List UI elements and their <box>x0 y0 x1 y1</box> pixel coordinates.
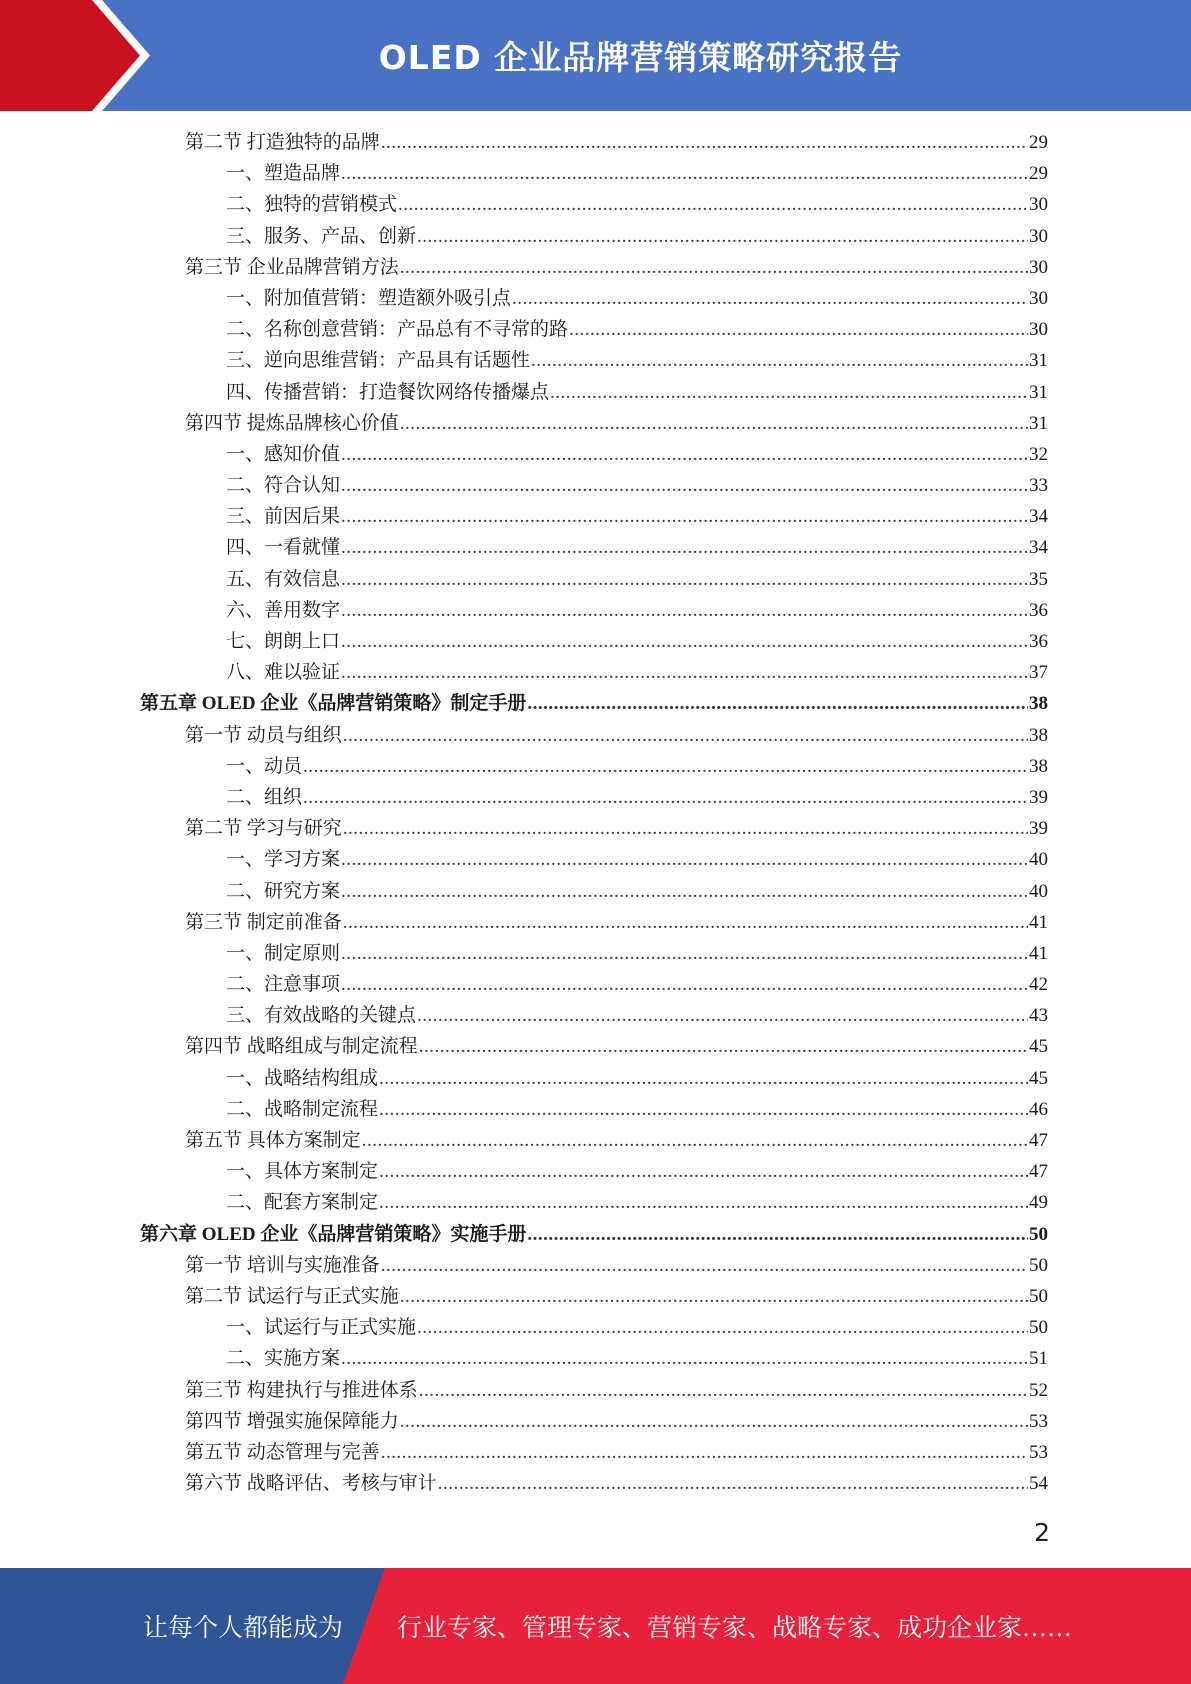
toc-section-entry[interactable] <box>140 127 1048 158</box>
toc-subsection-entry[interactable] <box>140 189 1048 220</box>
toc-subsection-entry[interactable] <box>140 532 1048 563</box>
toc-entry-title: 第一节 动员与组织 <box>185 724 342 746</box>
toc-entry-title: 第三节 企业品牌营销方法 <box>185 256 399 278</box>
toc-dot-leader <box>398 189 1028 220</box>
toc-section-entry[interactable] <box>140 252 1048 283</box>
toc-entry-page: 33 <box>1029 475 1048 497</box>
toc-entry-page: 29 <box>1029 163 1048 185</box>
toc-dot-leader <box>438 1468 1028 1499</box>
toc-entry-title: 二、组织 <box>226 786 303 808</box>
toc-section-entry[interactable] <box>140 1250 1048 1281</box>
toc-entry-title: 第五章 OLED 企业《品牌营销策略》制定手册 <box>140 693 527 715</box>
toc-subsection-entry[interactable] <box>140 1312 1048 1343</box>
toc-subsection-entry[interactable] <box>140 221 1048 252</box>
toc-entry-title: 第二节 学习与研究 <box>185 818 342 840</box>
toc-entry-page: 50 <box>1029 1317 1048 1339</box>
toc-entry-title: 三、服务、产品、创新 <box>226 225 417 247</box>
toc-entry-page: 30 <box>1029 194 1048 216</box>
toc-dot-leader <box>569 314 1028 345</box>
toc-entry-title: 第一节 培训与实施准备 <box>185 1254 380 1276</box>
toc-entry-title: 二、配套方案制定 <box>226 1192 379 1214</box>
toc-entry-title: 一、附加值营销：塑造额外吸引点 <box>226 287 512 309</box>
toc-section-entry[interactable] <box>140 1281 1048 1312</box>
toc-entry-title: 三、有效战略的关键点 <box>226 1005 417 1027</box>
toc-entry-title: 一、制定原则 <box>226 942 341 964</box>
toc-dot-leader <box>417 1000 1028 1031</box>
toc-dot-leader <box>341 626 1028 657</box>
toc-entry-page: 39 <box>1029 786 1048 808</box>
toc-entry-title: 一、感知价值 <box>226 443 341 465</box>
toc-subsection-entry[interactable] <box>140 782 1048 813</box>
toc-subsection-entry[interactable] <box>140 439 1048 470</box>
toc-dot-leader <box>341 158 1028 189</box>
toc-dot-leader <box>400 252 1028 283</box>
toc-entry-page: 36 <box>1029 631 1048 652</box>
toc-entry-page: 30 <box>1029 287 1048 309</box>
toc-chapter-entry[interactable] <box>140 688 1048 719</box>
toc-entry-page: 53 <box>1029 1441 1048 1463</box>
toc-dot-leader <box>381 1250 1028 1281</box>
toc-entry-title: 第三节 制定前准备 <box>185 911 342 933</box>
toc-dot-leader <box>341 501 1028 532</box>
toc-dot-leader <box>341 439 1028 470</box>
toc-dot-leader <box>343 813 1028 844</box>
toc-entry-page: 50 <box>1029 1223 1048 1245</box>
toc-dot-leader <box>400 1406 1028 1437</box>
toc-entry-page: 40 <box>1029 849 1048 871</box>
toc-dot-leader <box>341 564 1028 595</box>
toc-dot-leader <box>527 688 1028 719</box>
toc-entry-title: 四、传播营销：打造餐饮网络传播爆点 <box>226 381 550 403</box>
toc-entry-title: 第六节 战略评估、考核与审计 <box>185 1473 437 1495</box>
toc-subsection-entry[interactable] <box>140 1343 1048 1374</box>
toc-section-entry[interactable] <box>140 1031 1048 1062</box>
toc-dot-leader <box>341 844 1028 875</box>
toc-entry-page: 40 <box>1029 880 1048 902</box>
toc-dot-leader <box>379 1063 1028 1094</box>
toc-dot-leader <box>341 938 1028 969</box>
toc-entry-page: 53 <box>1029 1410 1048 1432</box>
toc-entry-title: 二、研究方案 <box>226 880 341 902</box>
toc-entry-title: 三、前因后果 <box>226 506 341 528</box>
footer-slogan-left: 让每个人都能成为 <box>143 1615 344 1642</box>
toc-dot-leader <box>341 1343 1028 1374</box>
toc-entry-page: 37 <box>1029 662 1048 684</box>
toc-entry-page: 30 <box>1029 319 1048 341</box>
toc-subsection-entry[interactable] <box>140 969 1048 1000</box>
toc-dot-leader <box>417 221 1028 252</box>
toc-entry-page: 38 <box>1029 724 1048 746</box>
toc-chapter-entry[interactable] <box>140 1219 1048 1250</box>
toc-subsection-entry[interactable] <box>140 501 1048 532</box>
toc-entry-page: 36 <box>1029 599 1048 621</box>
toc-entry-page: 47 <box>1029 1130 1048 1151</box>
toc-subsection-entry[interactable] <box>140 626 1048 657</box>
toc-entry-title: 第五节 动态管理与完善 <box>185 1441 380 1463</box>
toc-entry-page: 47 <box>1029 1161 1048 1183</box>
toc-entry-title: 二、名称创意营销：产品总有不寻常的路 <box>226 319 569 341</box>
toc-entry-title: 五、有效信息 <box>226 568 341 590</box>
toc-dot-leader <box>512 283 1028 314</box>
toc-entry-page: 46 <box>1029 1098 1048 1120</box>
toc-dot-leader <box>341 532 1028 563</box>
toc-section-entry[interactable] <box>140 408 1048 439</box>
toc-entry-page: 51 <box>1029 1348 1048 1370</box>
toc-entry-page: 35 <box>1029 568 1048 590</box>
toc-entry-page: 31 <box>1029 381 1048 403</box>
page-footer <box>0 1568 1191 1684</box>
toc-dot-leader <box>379 1156 1028 1187</box>
toc-entry-title: 一、学习方案 <box>226 849 341 871</box>
toc-entry-title: 二、战略制定流程 <box>226 1098 379 1120</box>
toc-dot-leader <box>417 1312 1028 1343</box>
toc-entry-page: 39 <box>1029 818 1048 840</box>
toc-subsection-entry[interactable] <box>140 1187 1048 1218</box>
toc-entry-title: 第五节 具体方案制定 <box>185 1130 361 1151</box>
toc-entry-page: 42 <box>1029 974 1048 996</box>
toc-dot-leader <box>362 1125 1028 1156</box>
toc-entry-title: 二、注意事项 <box>226 974 341 996</box>
toc-entry-title: 一、具体方案制定 <box>226 1161 379 1183</box>
toc-entry-title: 第四节 提炼品牌核心价值 <box>185 412 399 434</box>
footer-slogan-right: 行业专家、管理专家、营销专家、战略专家、成功企业家…… <box>397 1615 1073 1642</box>
toc-entry-page: 49 <box>1029 1192 1048 1214</box>
toc-entry-title: 三、逆向思维营销：产品具有话题性 <box>226 350 531 372</box>
toc-dot-leader <box>341 595 1028 626</box>
toc-section-entry[interactable] <box>140 1125 1048 1156</box>
toc-dot-leader <box>531 345 1028 376</box>
toc-entry-page: 32 <box>1029 443 1048 465</box>
toc-dot-leader <box>419 1375 1028 1406</box>
toc-subsection-entry[interactable] <box>140 377 1048 408</box>
toc-entry-title: 一、动员 <box>226 755 303 777</box>
toc-section-entry[interactable] <box>140 1437 1048 1468</box>
toc-subsection-entry[interactable] <box>140 564 1048 595</box>
page-header <box>0 0 1191 111</box>
toc-dot-leader <box>379 1094 1028 1125</box>
toc-entry-page: 29 <box>1029 132 1048 153</box>
toc-entry-title: 第二节 试运行与正式实施 <box>185 1285 399 1307</box>
toc-subsection-entry[interactable] <box>140 1094 1048 1125</box>
toc-entry-page: 34 <box>1029 506 1048 528</box>
page-number: 2 <box>1034 1518 1050 1547</box>
toc-subsection-entry[interactable] <box>140 657 1048 688</box>
toc-entry-page: 45 <box>1029 1036 1048 1058</box>
toc-entry-title: 二、实施方案 <box>226 1348 341 1370</box>
toc-entry-title: 一、塑造品牌 <box>226 163 341 185</box>
header-arrow-decoration <box>0 0 150 111</box>
toc-section-entry[interactable] <box>140 720 1048 751</box>
toc-dot-leader <box>341 657 1028 688</box>
toc-entry-page: 43 <box>1029 1005 1048 1027</box>
toc-dot-leader <box>343 720 1028 751</box>
toc-entry-title: 六、善用数字 <box>226 599 341 621</box>
toc-entry-title: 一、试运行与正式实施 <box>226 1317 417 1339</box>
toc-entry-title: 一、战略结构组成 <box>226 1067 379 1089</box>
toc-entry-title: 第四节 战略组成与制定流程 <box>185 1036 418 1058</box>
toc-entry-page: 54 <box>1029 1473 1048 1495</box>
toc-section-entry[interactable] <box>140 907 1048 938</box>
toc-entry-title: 第二节 打造独特的品牌 <box>185 132 380 153</box>
toc-entry-page: 31 <box>1029 412 1048 434</box>
toc-entry-title: 二、独特的营销模式 <box>226 194 398 216</box>
toc-dot-leader <box>341 969 1028 1000</box>
toc-section-entry[interactable] <box>140 1375 1048 1406</box>
toc-subsection-entry[interactable] <box>140 938 1048 969</box>
toc-dot-leader <box>400 408 1028 439</box>
toc-dot-leader <box>343 907 1028 938</box>
toc-entry-page: 52 <box>1029 1379 1048 1401</box>
toc-dot-leader <box>379 1187 1028 1218</box>
toc-entry-page: 38 <box>1029 693 1048 715</box>
toc-subsection-entry[interactable] <box>140 1063 1048 1094</box>
toc-dot-leader <box>400 1281 1028 1312</box>
toc-subsection-entry[interactable] <box>140 314 1048 345</box>
toc-dot-leader <box>303 782 1028 813</box>
toc-subsection-entry[interactable] <box>140 751 1048 782</box>
toc-entry-title: 七、朗朗上口 <box>226 631 341 652</box>
toc-dot-leader <box>303 751 1028 782</box>
toc-entry-title: 四、一看就懂 <box>226 537 341 559</box>
toc-subsection-entry[interactable] <box>140 844 1048 875</box>
toc-subsection-entry[interactable] <box>140 876 1048 907</box>
toc-entry-title: 第六章 OLED 企业《品牌营销策略》实施手册 <box>140 1223 527 1245</box>
toc-subsection-entry[interactable] <box>140 158 1048 189</box>
toc-dot-leader <box>381 1437 1028 1468</box>
toc-entry-page: 30 <box>1029 225 1048 247</box>
toc-entry-title: 二、符合认知 <box>226 475 341 497</box>
toc-section-entry[interactable] <box>140 1406 1048 1437</box>
toc-entry-page: 50 <box>1029 1285 1048 1307</box>
toc-entry-page: 31 <box>1029 350 1048 372</box>
toc-dot-leader <box>527 1219 1028 1250</box>
toc-entry-title: 第四节 增强实施保障能力 <box>185 1410 399 1432</box>
toc-section-entry[interactable] <box>140 813 1048 844</box>
toc-subsection-entry[interactable] <box>140 470 1048 501</box>
toc-entry-title: 第三节 构建执行与推进体系 <box>185 1379 418 1401</box>
toc-entry-title: 八、难以验证 <box>226 662 341 684</box>
toc-entry-page: 34 <box>1029 537 1048 559</box>
toc-subsection-entry[interactable] <box>140 283 1048 314</box>
toc-entry-page: 30 <box>1029 256 1048 278</box>
toc-entry-page: 38 <box>1029 755 1048 777</box>
table-of-contents <box>140 127 1048 1499</box>
toc-dot-leader <box>419 1031 1028 1062</box>
toc-section-entry[interactable] <box>140 1468 1048 1499</box>
toc-entry-page: 50 <box>1029 1254 1048 1276</box>
toc-subsection-entry[interactable] <box>140 595 1048 626</box>
toc-subsection-entry[interactable] <box>140 345 1048 376</box>
toc-subsection-entry[interactable] <box>140 1156 1048 1187</box>
toc-subsection-entry[interactable] <box>140 1000 1048 1031</box>
toc-entry-page: 41 <box>1029 911 1048 933</box>
header-title: OLED 企业品牌营销策略研究报告 <box>378 38 903 77</box>
toc-dot-leader <box>341 470 1028 501</box>
toc-dot-leader <box>381 127 1028 158</box>
toc-dot-leader <box>550 377 1028 408</box>
toc-dot-leader <box>341 876 1028 907</box>
toc-entry-page: 41 <box>1029 942 1048 964</box>
toc-entry-page: 45 <box>1029 1067 1048 1089</box>
